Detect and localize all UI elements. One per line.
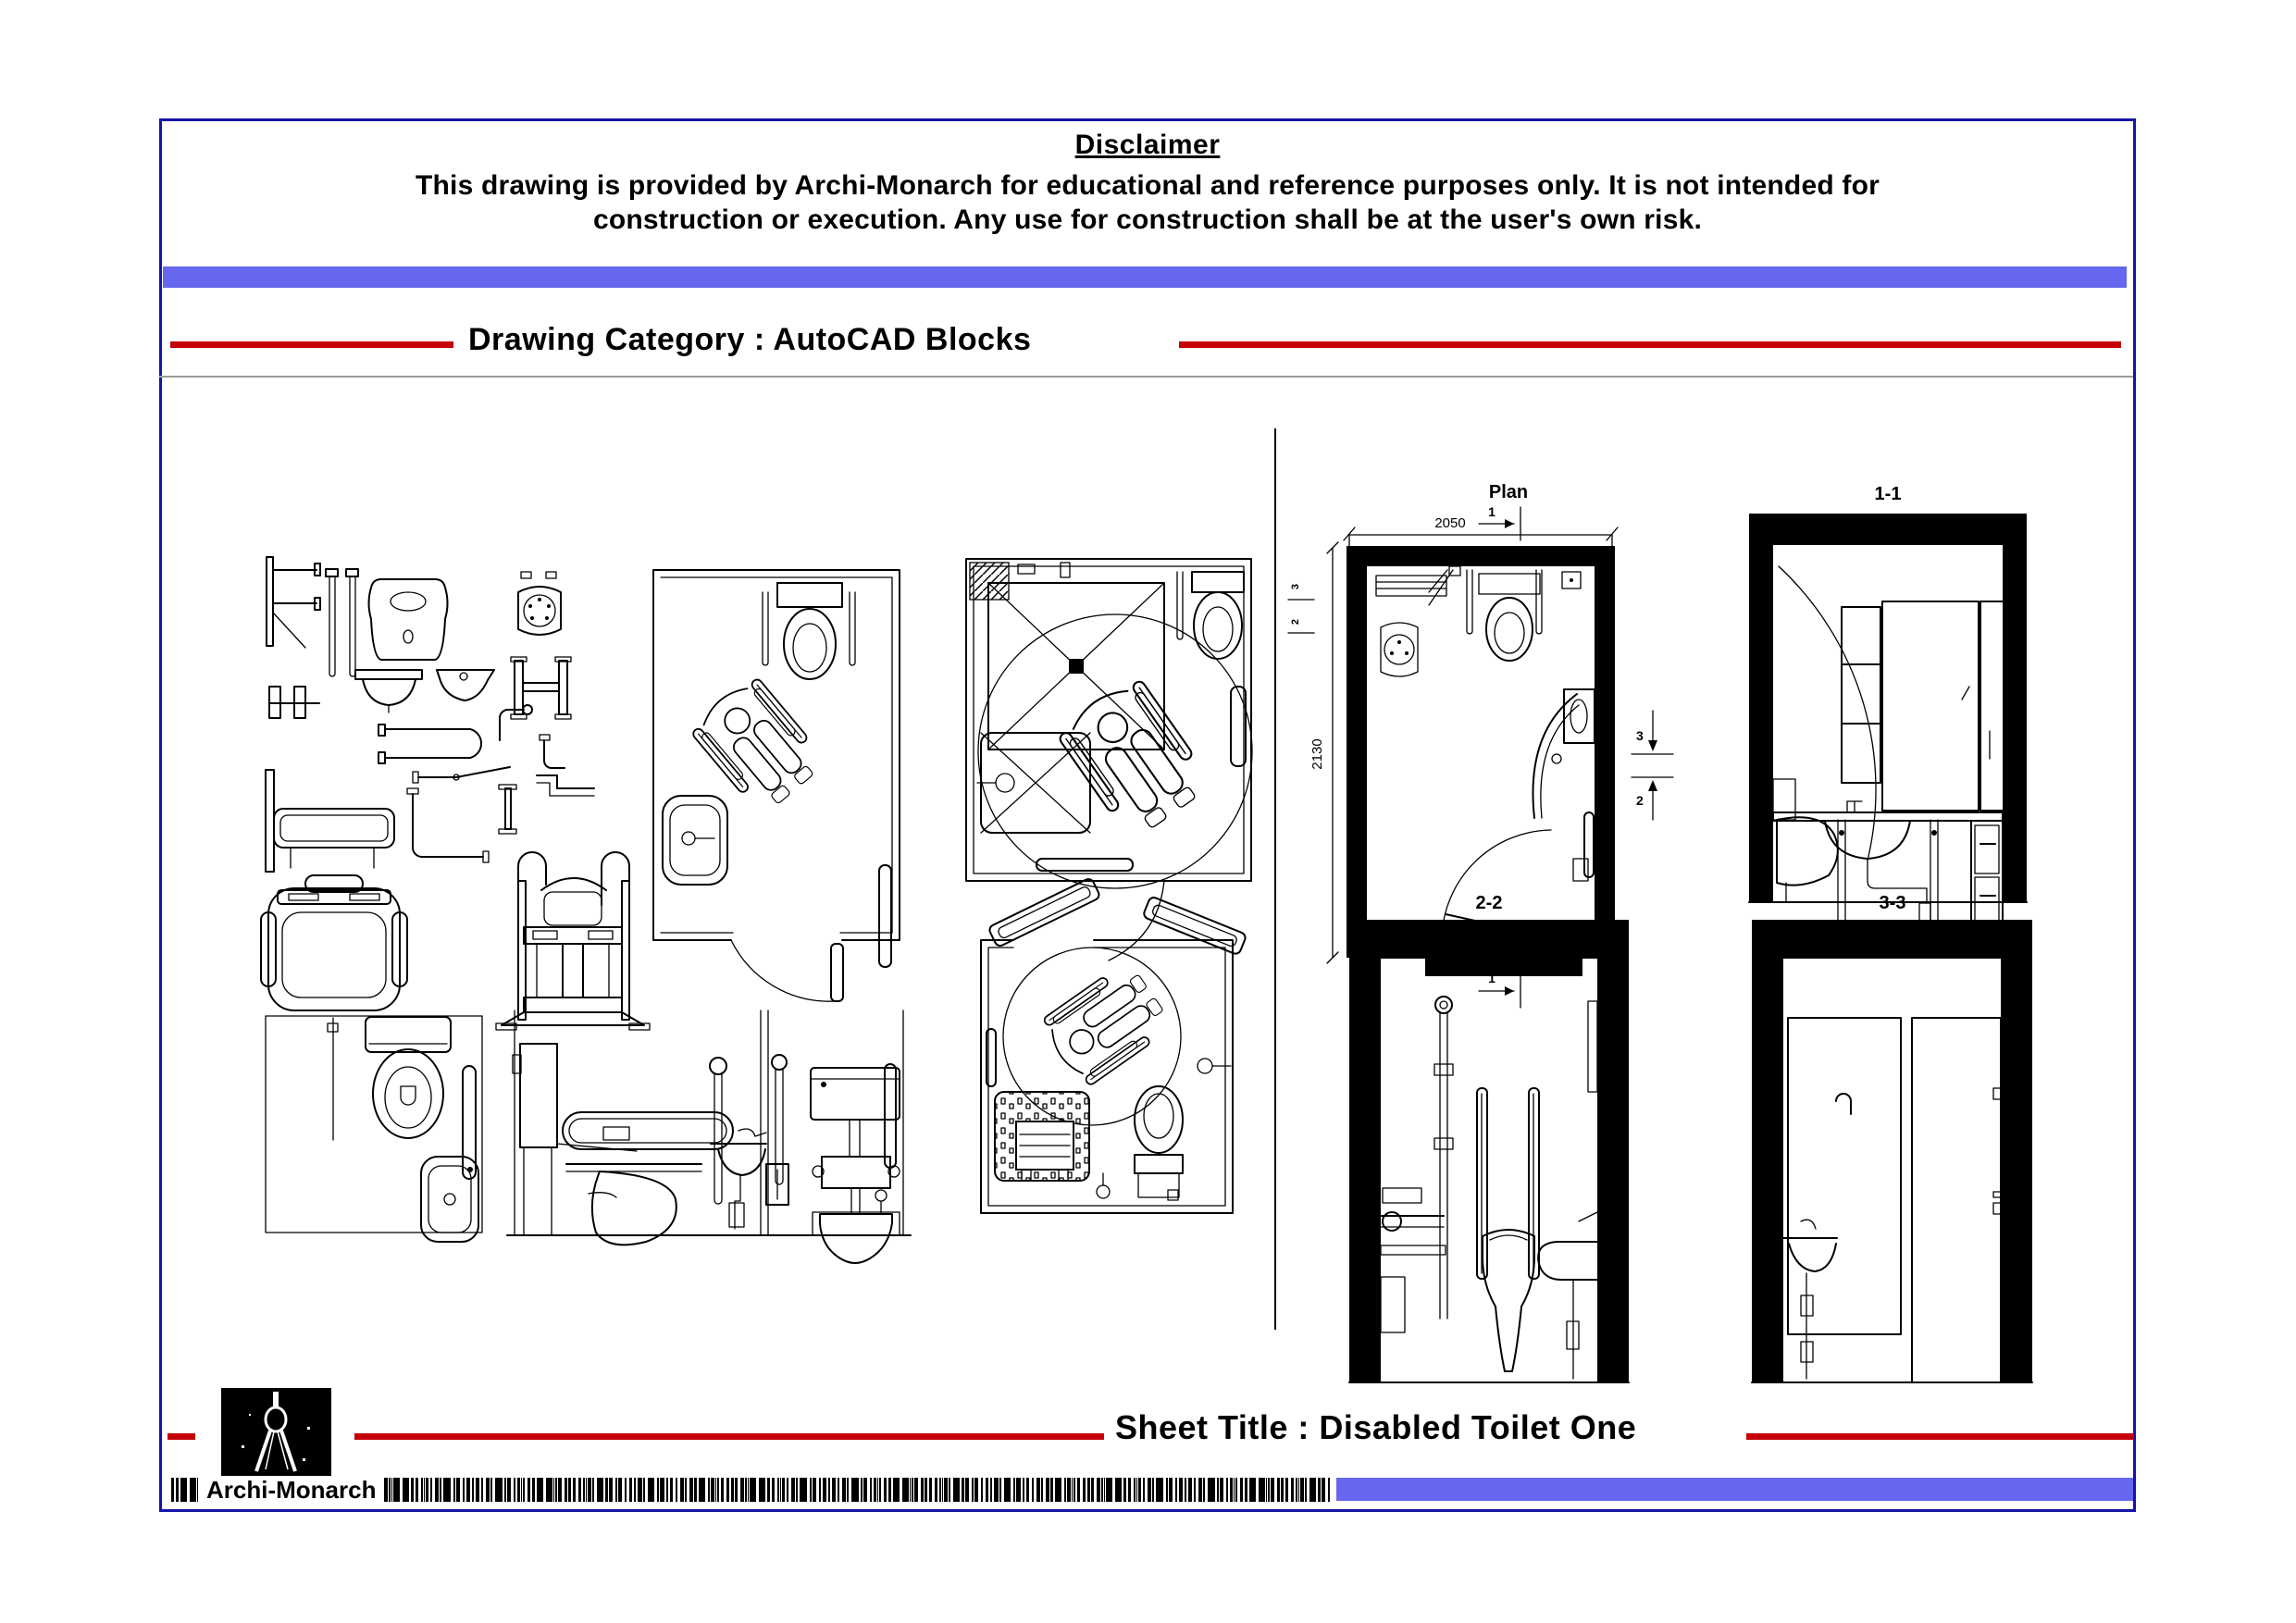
- svg-text:1: 1: [1488, 504, 1496, 519]
- disclaimer-line-2: construction or execution. Any use for construction shall be at the user's own risk.: [592, 204, 1703, 235]
- shower-room-plan-lower-block: [981, 877, 1233, 1213]
- category-title: Drawing Category : AutoCAD Blocks: [468, 322, 1032, 357]
- plan-title: Plan: [1488, 482, 1529, 502]
- toilet-room-plan-block: [653, 570, 900, 1001]
- svg-text:1: 1: [1488, 971, 1496, 985]
- svg-text:2130: 2130: [1309, 738, 1325, 770]
- toilet-basin-elevation-panel: [507, 1010, 776, 1245]
- grab-bar-blocks: [267, 557, 594, 862]
- svg-text:2050: 2050: [1434, 515, 1466, 531]
- shower-room-plan-upper-block: [966, 559, 1252, 960]
- bottom-accent-bar: [1336, 1478, 2133, 1501]
- section-1-1-title: 1-1: [1874, 484, 1902, 504]
- svg-text:3: 3: [1636, 728, 1644, 743]
- svg-text:3: 3: [1290, 583, 1301, 590]
- cistern-front-elevation-panel: [753, 1010, 911, 1263]
- commode-chair-plan-block: [261, 875, 407, 1010]
- section-2-2-title: 2-2: [1475, 893, 1503, 913]
- brand-name: Archi-Monarch: [199, 1476, 383, 1504]
- footer-rule-dash: [168, 1433, 195, 1440]
- patient-hoist-front-block: [496, 852, 650, 1030]
- footer-rule-mid: [354, 1433, 1104, 1440]
- section-3-3-drawing: [1752, 893, 2032, 1382]
- svg-text:2: 2: [1636, 793, 1644, 808]
- sheet-title: Sheet Title : Disabled Toilet One: [1115, 1408, 1637, 1446]
- footer-rule-right: [1746, 1433, 2134, 1440]
- shower-seat-side-block: [266, 770, 394, 872]
- barcode: [171, 1475, 1330, 1504]
- section-3-3-title: 3-3: [1879, 893, 1906, 913]
- disclaimer-title: Disclaimer: [1074, 130, 1221, 160]
- section-1-1-drawing: [1749, 484, 2027, 933]
- drafting-compass-icon: [221, 1388, 331, 1478]
- svg-text:2: 2: [1290, 618, 1301, 626]
- brand-logo: [221, 1388, 331, 1478]
- disclaimer-line-1: This drawing is provided by Archi-Monarch for educational and reference purposes only. It is not intended for: [415, 170, 1880, 201]
- toilet-basin-plan-panel: [266, 1016, 482, 1242]
